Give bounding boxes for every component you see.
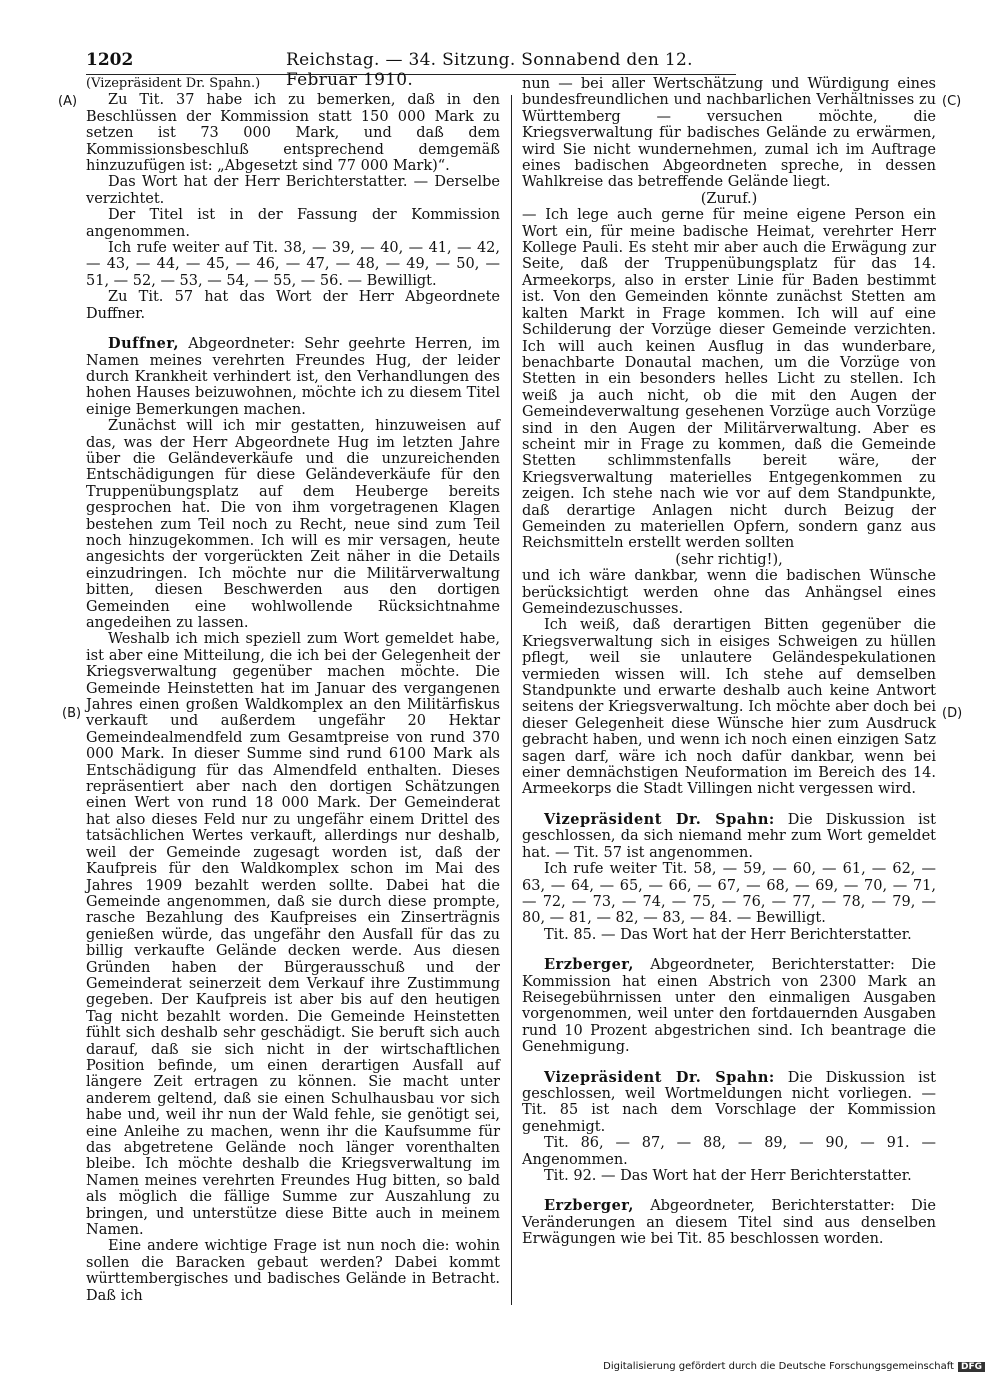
speech-paragraph [522, 1070, 936, 1136]
page-number: 1202 [86, 50, 134, 70]
paragraph: Tit. 86, — 87, — 88, — 89, — 90, — 91. — Angenommen. [522, 1135, 936, 1168]
paragraph: und ich wäre dankbar, wenn die badischen Wünsche berücksichtigt werden ohne das Anhängsel eines Gemeindezuschusses. [522, 568, 936, 617]
paragraph: nun — bei aller Wertschätzung und Würdigung eines bundesfreundlichen und nachbarlichen Verhältnisses zu Württemberg — versuchen möchte, die Kriegsverwaltung für badisches Gelände zu erwärmen, wird Sie nicht wundernehmen, zumal ich im Auftrage eines badischen Abgeordneten spreche, in dessen Wahlkreise das betreffende Gelände liegt. [522, 76, 936, 191]
margin-mark-a: (A) [58, 94, 78, 109]
right-column [522, 76, 936, 1248]
margin-mark-d: (D) [942, 706, 963, 721]
paragraph: Zu Tit. 37 habe ich zu bemerken, daß in den Beschlüssen der Kommission statt 150 000 Mark zu setzen ist 73 000 Mark, und daß dem Kommissionsbeschluß entsprechend demgemäß hinzuzufügen ist: „Abgesetzt sind 77 000 Mark)“. [86, 92, 500, 175]
paragraph: Zunächst will ich mir gestatten, hinzuweisen auf das, was der Herr Abgeordnete Hug im letzten Jahre über die Geländeverkäufe und die unzureichenden Entschädigungen für diese Geländeverkäufe für den Truppenübungsplatz auf dem Heuberge bereits gesprochen hat. Die von ihm vorgetragenen Klagen bestehen zum Teil noch zu Recht, neue sind zum Teil noch hinzugekommen. Ich will es mir versagen, heute angesichts der vorgerückten Zeit näher in die Details einzudringen. Ich möchte nur die Militärverwaltung bitten, diesen Beschwerden aus den dortigen Gemeinden eine wohlwollende Rücksichtnahme angedeihen zu lassen. [86, 418, 500, 631]
speech-text: Abgeordneter, Berichterstatter: Die Kommission hat einen Abstrich von 2300 Mark an Reisegebührnissen unter den einmaligen Ausgaben vorgenommen, weil unter den fortdauernden Ausgaben rund 10 Prozent abgestrichen sind. Ich beantrage die Genehmigung. [522, 957, 936, 1056]
paragraph: Tit. 92. — Das Wort hat der Herr Berichterstatter. [544, 1168, 912, 1184]
dfg-logo: DFG [958, 1362, 985, 1372]
speaker-name: Erzberger, [544, 1197, 634, 1215]
margin-mark-b: (B) [62, 706, 82, 721]
paragraph: Zu Tit. 57 hat das Wort der Herr Abgeordnete Duffner. [86, 289, 500, 322]
margin-mark-c: (C) [942, 94, 962, 109]
footer-text: Digitalisierung gefördert durch die Deutsche Forschungsgemeinschaft [603, 1361, 954, 1372]
speaker-name: Duffner, [108, 335, 179, 353]
paragraph: Weshalb ich mich speziell zum Wort gemeldet habe, ist aber eine Mitteilung, die ich bei der Gelegenheit der Kriegsverwaltung gegenüber machen möchte. Die Gemeinde Heinstetten hat im Januar des vergangenen Jahres einen großen Waldkomplex an den Militärfiskus verkauft und außerdem ungefähr 20 Hektar Gemeindealmendfeld zum Gesamtpreise von rund 370 000 Mark. In dieser Summe sind rund 6100 Mark als Entschädigung für das Almendfeld enthalten. Dieses repräsentiert aber nach den dortigen Schätzungen einen Wert von rund 18 000 Mark. Der Gemeinderat hat also dieses Feld nur zu ungefähr einem Drittel des tatsächlichen Wertes verkauft, allerdings nur deshalb, weil der Gemeinde zugesagt worden ist, daß der Kaufpreis für den Waldkomplex schon im Mai des Jahres 1909 bezahlt werden sollte. Dabei hat die Gemeinde angenommen, daß sie durch diese prompte, rasche Bezahlung des Kaufpreises ein Zinserträgnis genießen würde, das ungefähr den Ausfall für das zu billig verkaufte Gelände decken werde. Aus diesen Gründen haben der Bürgerausschuß und der Gemeinderat seinerzeit dem Verkauf ihre Zustimmung gegeben. Der Kaufpreis ist aber bis auf den heutigen Tag nicht bezahlt worden. Die Gemeinde Heinstetten fühlt sich deshalb sehr geschädigt. Sie beruft sich auch darauf, daß sie sich nicht in der wirtschaftlichen Position befinde, um einen derartigen Ausfall auf längere Zeit ertragen zu können. Sie macht unter anderem geltend, daß sie einen Schulhausbau vor sich habe und, weil ihr nun der Wald fehle, sie genötigt sei, eine Anleihe zu machen, wenn ihr die Kaufsumme für das abgetretene Gelände noch länger vorenthalten bleibe. Ich möchte deshalb die Kriegsverwaltung im Namen meines verehrten Freundes Hug bitten, so bald als möglich die fällige Summe zur Auszahlung zu bringen, und unterstütze diese Bitte auch in meinem Namen. [86, 631, 500, 1239]
speaker-name: Vizepräsident Dr. Spahn: [544, 1068, 775, 1086]
speech-paragraph [522, 957, 936, 1055]
speaker-name: Erzberger, [544, 956, 634, 974]
speech-text: Die Diskussion ist geschlossen, weil Wortmeldungen nicht vorliegen. — Tit. 85 ist nach dem Vorschlage der Kommission genehmigt. [522, 1069, 936, 1135]
speech-text: Abgeordneter, Berichterstatter: Die Veränderungen an diesem Titel sind aus denselben Erwägungen wie bei Tit. 85 beschlossen worden. [522, 1198, 936, 1248]
left-column [86, 76, 500, 1304]
speech-text: Die Diskussion ist geschlossen, da sich niemand mehr zum Wort gemeldet hat. — Tit. 57 ist angenommen. [522, 811, 936, 861]
interjection: (sehr richtig!), [675, 551, 783, 568]
speech-text: Abgeordneter: Sehr geehrte Herren, im Namen meines verehrten Freundes Hug, der leider durch Krankheit verhindert ist, den Verhandlungen des hohen Hauses beizuwohnen, möchte ich zu diesem Titel einige Bemerkungen machen. [86, 336, 500, 418]
digitization-footer [600, 1361, 985, 1377]
paragraph: Tit. 85. — Das Wort hat der Herr Berichterstatter. [544, 926, 912, 943]
speech-paragraph [522, 812, 936, 861]
paragraph: Das Wort hat der Herr Berichterstatter. — Derselbe verzichtet. [86, 174, 500, 207]
paragraph: Der Titel ist in der Fassung der Kommission angenommen. [86, 207, 500, 240]
speech-paragraph [522, 1198, 936, 1247]
speech-paragraph [86, 336, 500, 418]
speaker-tag: (Vizepräsident Dr. Spahn.) [86, 76, 261, 91]
speaker-name: Vizepräsident Dr. Spahn: [544, 810, 775, 828]
page-title: Reichstag. — 34. Sitzung. Sonnabend den 12. Februar 1910. [286, 50, 693, 90]
paragraph: Ich weiß, daß derartigen Bitten gegenüber die Kriegsverwaltung sich in eisiges Schweigen zu hüllen pflegt, weil sie unlautere Geländespekulationen vermieden wissen will. Ich stehe auf demselben Standpunkte und erwarte deshalb auch keine Antwort seitens der Kriegsverwaltung. Ich möchte aber doch bei dieser Gelegenheit diese Wünsche hier zum Ausdruck gebracht haben, und wenn ich noch einen einzigen Satz sagen darf, wäre ich noch dafür dankbar, wenn bei einer demnächstigen Neuformation im Bereich des 14. Armeekorps die Stadt Villingen nicht vergessen wird. [522, 617, 936, 798]
paragraph: Ich rufe weiter Tit. 58, — 59, — 60, — 61, — 62, — 63, — 64, — 65, — 66, — 67, — 68, — 69, — 70, — 71, — 72, — 73, — 74, — 75, — 76, — 77, — 78, — 79, — 80, — 81, — 82, — 83, — 84. — Bewilligt. [522, 861, 936, 927]
paragraph: Ich rufe weiter auf Tit. 38, — 39, — 40, — 41, — 42, — 43, — 44, — 45, — 46, — 47, — 48, — 49, — 50, — 51, — 52, — 53, — 54, — 55, — 56. — Bewilligt. [86, 240, 500, 289]
paragraph: Eine andere wichtige Frage ist nun noch die: wohin sollen die Baracken gebaut werden? Dabei kommt württembergisches und badisches Gelände in Betracht. Daß ich [86, 1238, 500, 1304]
paragraph: — Ich lege auch gerne für meine eigene Person ein Wort ein, für meine badische Heimat, verehrter Herr Kollege Pauli. Es steht mir aber auch die Erwägung zur Seite, daß der Truppenübungsplatz für das 14. Armeekorps, also in erster Linie für Baden bestimmt ist. Von den Gemeinden könnte zunächst Stetten am kalten Markt in Frage kommen. Ich will auf eine Schilderung der Vorzüge dieser Gemeinde verzichten. Ich will auch keinen Ausflug in das wunderbare, benachbarte Donautal machen, um die Vorzüge von Stetten in ein besonders helles Licht zu stellen. Ich weiß ja auch nicht, ob die mit den Augen der Gemeindeverwaltung gesehenen Vorzüge auch Vorzüge sind in den Augen der Militärverwaltung. Aber es scheint mir in Frage zu kommen, daß die Gemeinde Stetten schlimmstenfalls bereit wäre, der Kriegsverwaltung materielles Entgegenkommen zu zeigen. Ich stehe nach wie vor auf dem Standpunkte, daß derartige Anlagen nicht durch Beizug der Gemeinden zu materiellen Opfern, sondern ganz aus Reichsmitteln erstellt werden sollten [522, 207, 936, 552]
column-divider [511, 95, 512, 1305]
interjection: (Zuruf.) [700, 190, 758, 207]
